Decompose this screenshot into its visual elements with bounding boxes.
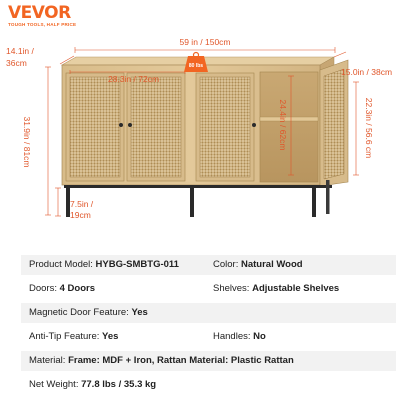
depth-left-label-1: 14.1in / [6,46,34,56]
load-capacity-badge [184,53,208,73]
spec-row [21,327,396,347]
leg-front-middle [190,185,194,217]
spec-anti-tip: Anti-Tip Feature: Yes [29,331,119,342]
leg-height-label-2: 19cm [70,210,91,220]
load-capacity: 80 lbs [188,63,204,69]
spec-product-model: Product Model: HYBG-SMBTG-011 [29,259,179,270]
spec-color: Color: Natural Wood [213,259,303,270]
depth-right-label: 15.0in / 38cm [341,67,393,77]
leg-height-label-1: 7.5in / [70,199,94,209]
spec-doors: Doors: 4 Doors [29,283,95,294]
spec-row [21,279,396,299]
leg-front-right [312,185,316,217]
leg-back-right [326,180,330,214]
brand-tagline: TOUGH TOOLS, HALF PRICE [8,22,77,27]
spec-row [21,351,396,371]
knob [252,123,256,127]
spec-shelves: Shelves: Adjustable Shelves [213,283,340,294]
metal-frame [64,185,332,188]
brand-name: VEVOR [8,3,71,23]
spec-row [21,255,396,275]
shelf-height-label: 24.4in / 62cm [278,99,288,151]
door-4-rattan [324,69,344,179]
spec-magnetic-door: Magnetic Door Feature: Yes [29,307,148,318]
spec-row [21,375,396,395]
knob [128,123,132,127]
door-2-rattan [131,77,181,177]
door-3-rattan [200,77,250,177]
depth-left-label-2: 36cm [6,58,27,68]
spec-net-weight: Net Weight: 77.8 lbs / 35.3 kg [29,379,157,390]
spec-row [21,303,396,323]
open-compartment [260,72,318,182]
spec-material: Material: Frame: MDF + Iron, Rattan Material: Plastic Rattan [29,355,294,366]
height-label: 31.9in / 81cm [22,116,32,168]
knob [119,123,123,127]
door-1-rattan [70,77,120,177]
adjustable-shelf [260,117,318,121]
inner-height-label: 22.3in / 56.6 cm [364,97,374,159]
width-label: 59 in / 150cm [179,37,231,47]
spec-handles: Handles: No [213,331,266,342]
inner-width-label: 28.3in / 72cm [108,74,160,84]
